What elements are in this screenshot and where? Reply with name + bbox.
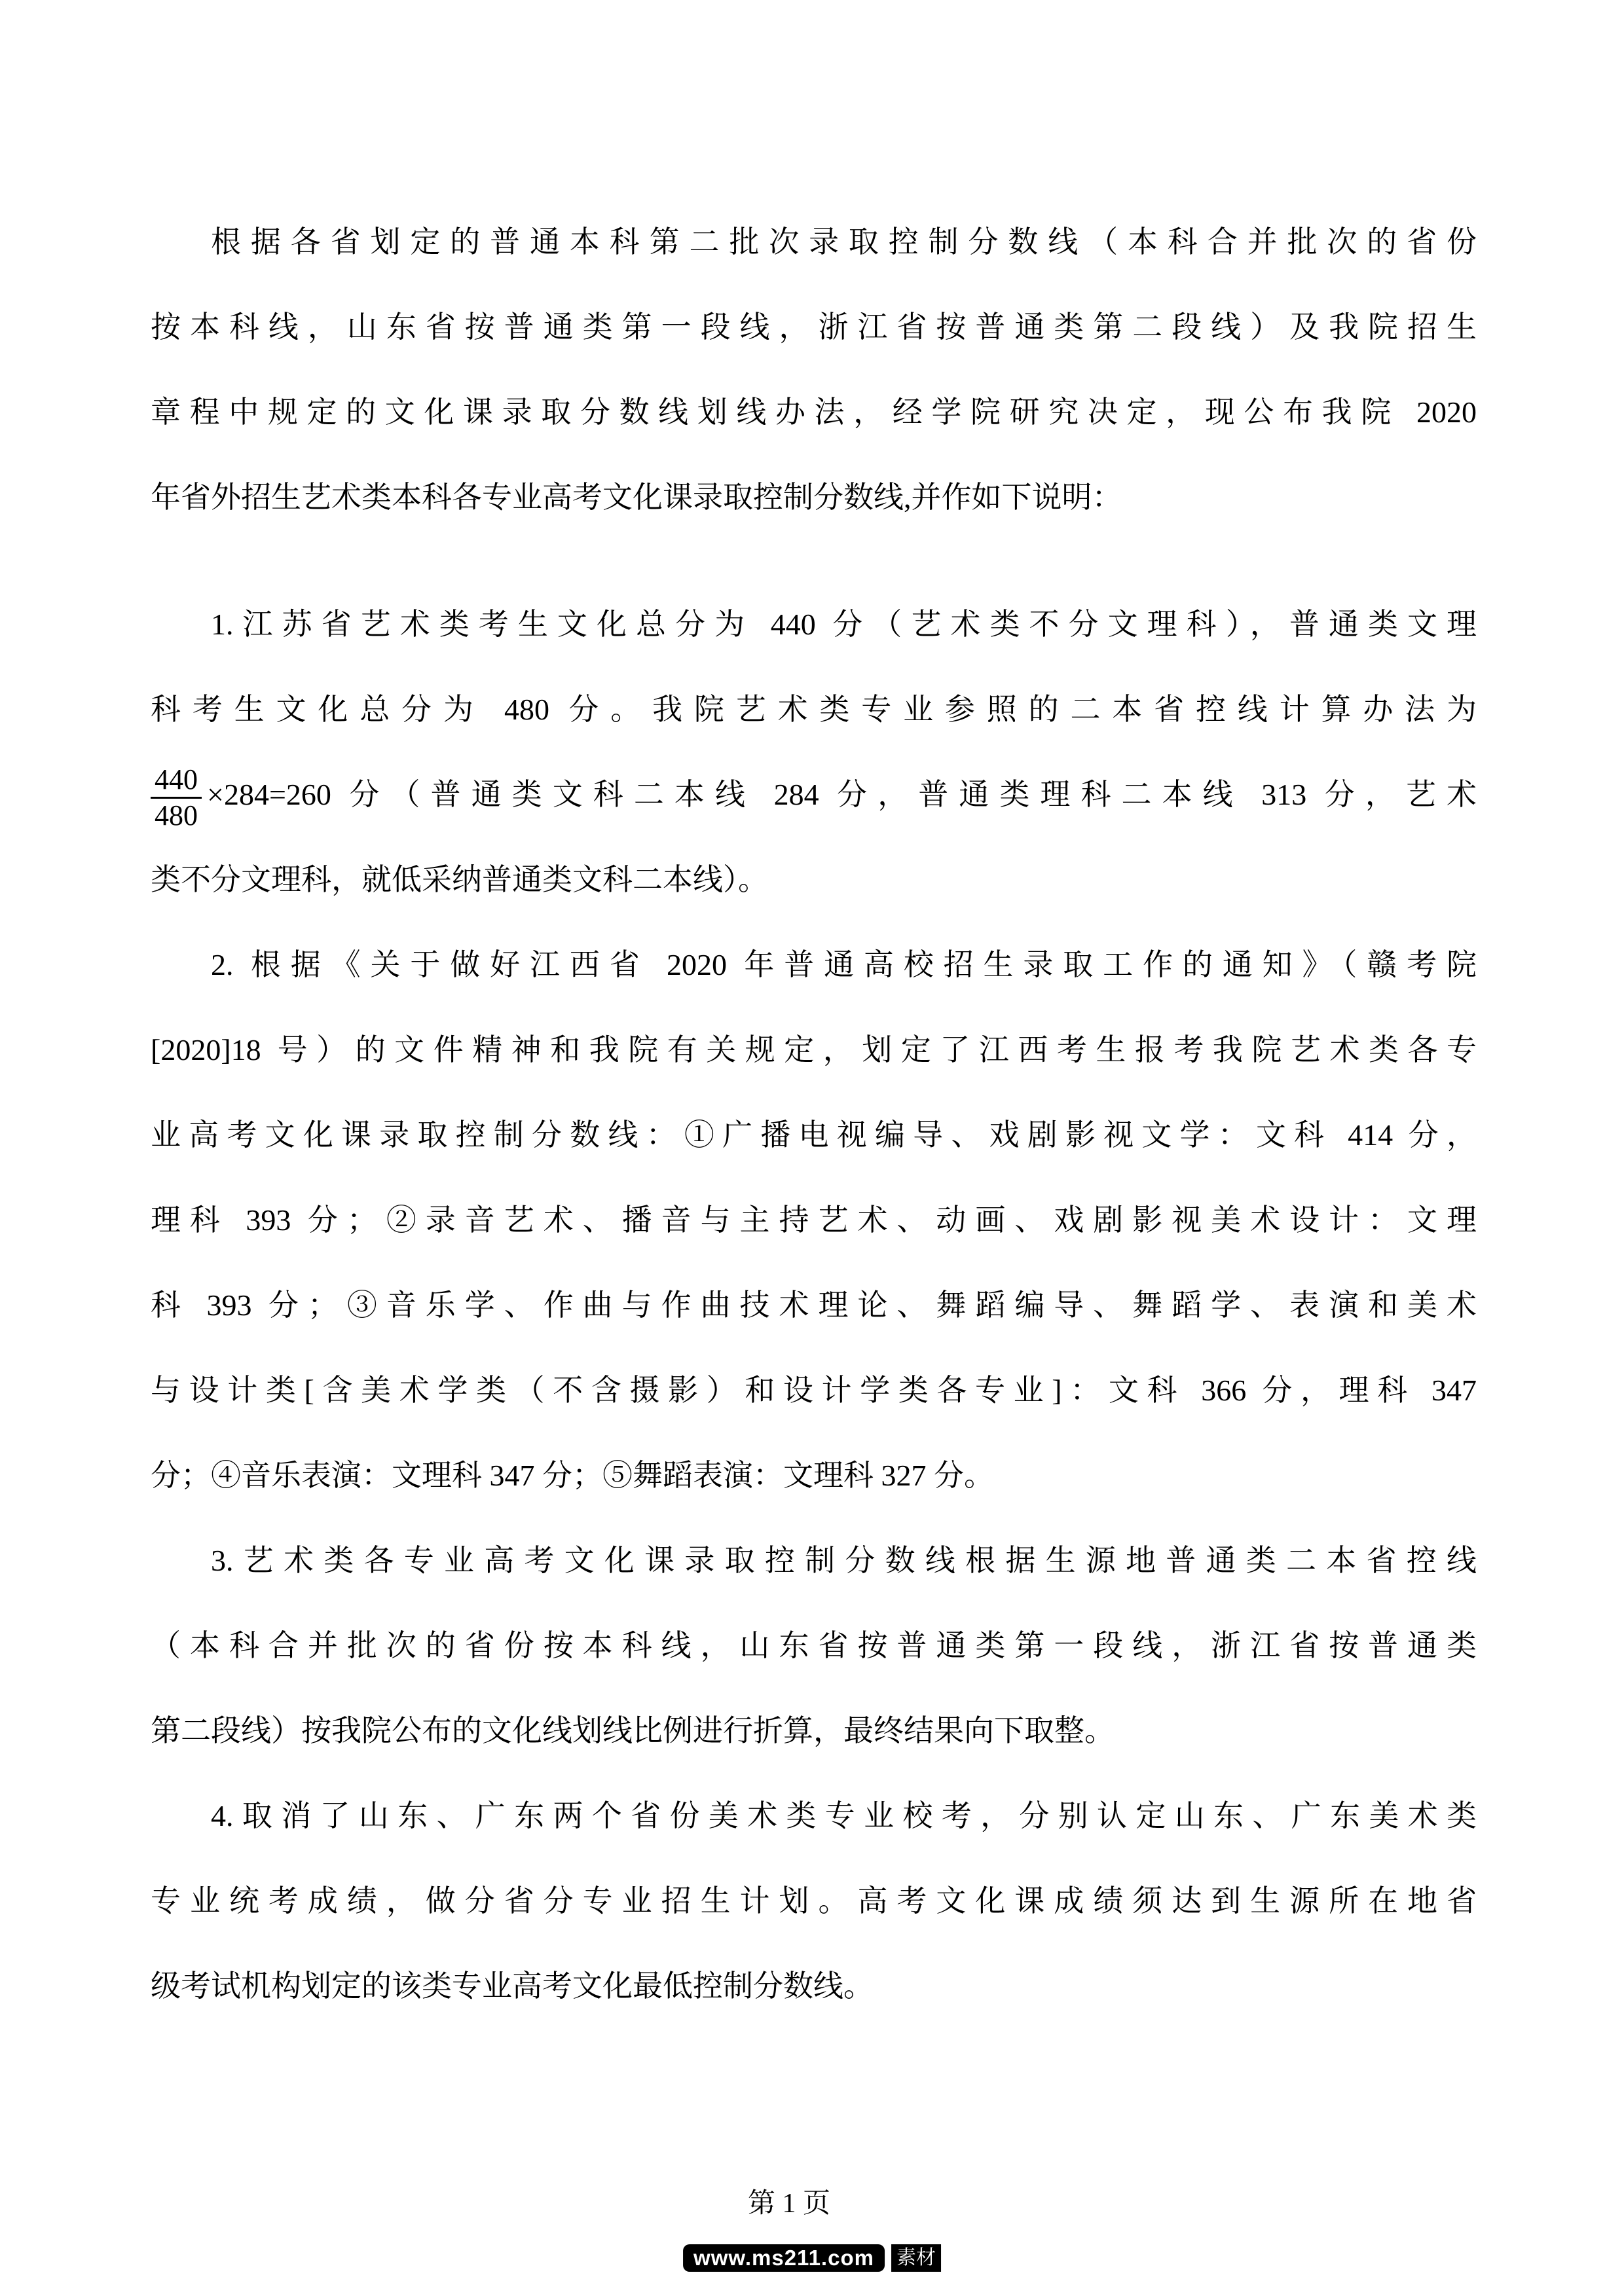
text-line: 按本科线，山东省按普通类第一段线，浙江省按普通类第二段线）及我院招生 [151, 310, 1477, 344]
paragraph-item-2-jiangxi [151, 922, 1477, 1518]
paragraph-item-4-shandong-guangdong [151, 1774, 1477, 2029]
text-line: 科考生文化总分为 480 分。我院艺术类专业参照的二本省控线计算办法为 [151, 693, 1477, 726]
text-line: [2020]18 号）的文件精神和我院有关规定，划定了江西考生报考我院艺术类各专 [151, 1033, 1477, 1066]
text-line: 根据各省划定的普通本科第二批次录取控制分数线（本科合并批次的省份 [211, 225, 1477, 259]
document-body [151, 200, 1477, 2029]
watermark-tag-text: 素材 [891, 2244, 941, 2272]
text-line: 理科 393 分；②录音艺术、播音与主持艺术、动画、戏剧影视美术设计：文理 [151, 1203, 1477, 1237]
text-line: 3.艺术类各专业高考文化课录取控制分数线根据生源地普通类二本省控线 [211, 1544, 1477, 1577]
text-line: 第二段线）按我院公布的文化线划线比例进行折算，最终结果向下取整。 [151, 1714, 1115, 1747]
text-line: 年省外招生艺术类本科各专业高考文化课录取控制分数线,并作如下说明： [151, 481, 1122, 514]
text-line: 1.江苏省艺术类考生文化总分为 440 分（艺术类不分文理科），普通类文理 [211, 608, 1477, 641]
text-line: （本科合并批次的省份按本科线，山东省按普通类第一段线，浙江省按普通类 [151, 1629, 1477, 1662]
text-line: 与设计类[含美术学类（不含摄影）和设计学类各专业]：文科 366 分，理科 347 [151, 1374, 1477, 1407]
fraction-numerator: 440 [151, 765, 202, 799]
text-line: 4.取消了山东、广东两个省份美术类专业校考，分别认定山东、广东美术类 [211, 1799, 1477, 1832]
text-line: 2. 根据《关于做好江西省 2020 年普通高校招生录取工作的通知》（赣考院 [211, 948, 1477, 981]
text-line: 章程中规定的文化课录取分数线划线办法，经学院研究决定，现公布我院 2020 [151, 395, 1477, 429]
page-number: 第 1 页 [747, 2189, 830, 2219]
text-line: 类不分文理科，就低采纳普通类文科二本线）。 [151, 863, 768, 896]
fraction-line-text: ×284=260 分（普通类文科二本线 284 分，普通类理科二本线 313 分，艺术 [207, 778, 1477, 811]
paragraph-item-1-jiangsu [151, 582, 1477, 922]
text-line: 分；④音乐表演：文理科 347 分；⑤舞蹈表演：文理科 327 分。 [151, 1459, 994, 1492]
fraction [151, 765, 202, 831]
text-line: 级考试机构划定的该类专业高考文化最低控制分数线。 [151, 1969, 874, 2003]
text-line: 科 393 分；③音乐学、作曲与作曲技术理论、舞蹈编导、舞蹈学、表演和美术 [151, 1288, 1477, 1322]
watermark-badge [683, 2244, 941, 2272]
paragraph-intro [151, 200, 1477, 540]
text-line: 专业统考成绩，做分省分专业招生计划。高考文化课成绩须达到生源所在地省 [151, 1884, 1477, 1918]
watermark-site-text: www.ms211.com [683, 2244, 885, 2272]
paragraph-item-3-conversion [151, 1518, 1477, 1774]
text-line [151, 752, 1477, 837]
fraction-denominator: 480 [155, 799, 198, 831]
text-line: 业高考文化课录取控制分数线：①广播电视编导、戏剧影视文学：文科 414 分， [151, 1118, 1477, 1152]
